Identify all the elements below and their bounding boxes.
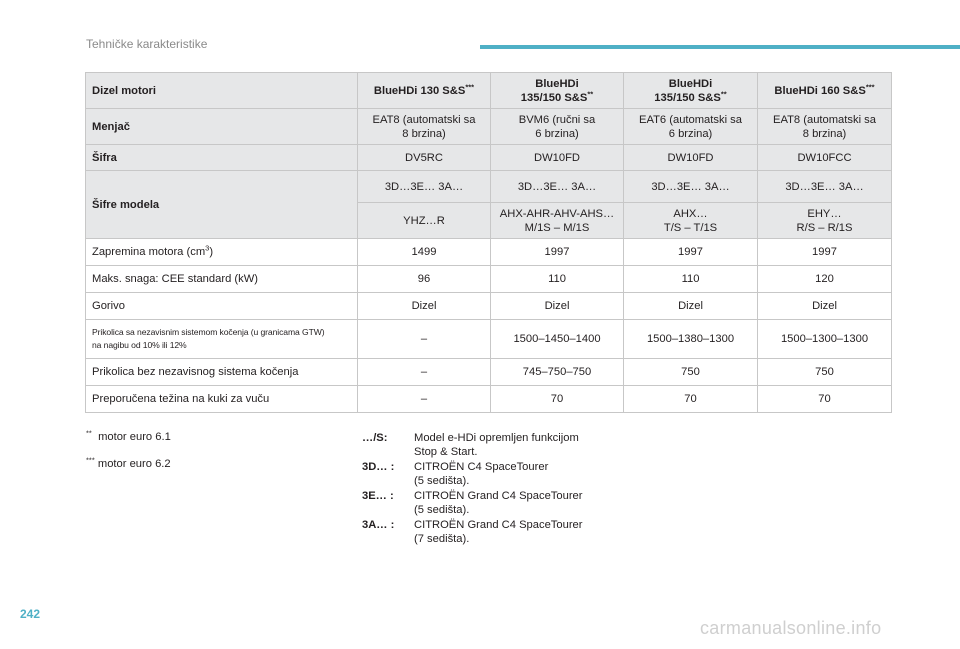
table-cell: –: [358, 320, 491, 359]
table-cell: 1997: [624, 239, 758, 266]
table-header-row: [86, 73, 892, 109]
table-cell: DV5RC: [358, 145, 491, 171]
table-row: [86, 145, 892, 171]
table-cell: 120: [758, 266, 892, 293]
row-label: Prikolica sa nezavisnim sistemom kočenja (u granicama GTW) na nagibu od 10% ili 12%: [86, 320, 358, 359]
table-cell: YHZ…R: [358, 203, 491, 239]
header-accent-bar: [480, 45, 960, 49]
table-cell: 1997: [758, 239, 892, 266]
table-cell: EAT8 (automatski sa 8 brzina): [758, 109, 892, 145]
engine-col-4: BlueHDi 160 S&S***: [758, 73, 892, 109]
page-number: 242: [20, 607, 41, 621]
row-label: Zapremina motora $(cm^3)$: [86, 239, 358, 266]
table-row: [86, 109, 892, 145]
table-row: [86, 359, 892, 386]
footnote-model: 3D… : CITROËN C4 SpaceTourer (5 sedišta).: [362, 461, 549, 487]
table-cell: EAT8 (automatski sa 8 brzina): [358, 109, 491, 145]
table-cell: 3D…3E… 3A…: [358, 171, 491, 203]
table-row: [86, 320, 892, 359]
row-label: Menjač: [86, 109, 358, 145]
table-cell: EAT6 (automatski sa 6 brzina): [624, 109, 758, 145]
footnote: *** motor euro 6.2: [86, 455, 171, 470]
specs-table: [85, 72, 892, 413]
row-label: Maks. snaga: CEE standard (kW): [86, 266, 358, 293]
table-row: [86, 239, 892, 266]
table-cell: BVM6 (ručni sa 6 brzina): [491, 109, 624, 145]
table-row: [86, 171, 892, 203]
table-cell: 1500–1300–1300: [758, 320, 892, 359]
table-cell: 3D…3E… 3A…: [758, 171, 892, 203]
table-cell: 1499: [358, 239, 491, 266]
engine-col-3: BlueHDi 135/150 S&S**: [624, 73, 758, 109]
engine-col-1: BlueHDi 130 S&S***: [358, 73, 491, 109]
table-cell: DW10FD: [491, 145, 624, 171]
table-cell: 70: [624, 386, 758, 413]
table-cell: –: [358, 359, 491, 386]
table-cell: AHX… T/S – T/1S: [624, 203, 758, 239]
watermark: carmanualsonline.info: [700, 618, 882, 638]
footnotes-models: [362, 431, 614, 547]
row-label: Prikolica bez nezavisnog sistema kočenja: [86, 359, 358, 386]
engine-col-2: BlueHDi 135/150 S&S**: [491, 73, 624, 109]
table-cell: DW10FCC: [758, 145, 892, 171]
footnote: ** motor euro 6.1: [86, 428, 171, 443]
table-cell: 1500–1380–1300: [624, 320, 758, 359]
table-cell: Dizel: [358, 293, 491, 320]
table-cell: Dizel: [491, 293, 624, 320]
table-cell: Dizel: [624, 293, 758, 320]
footnote-model: 3A… : CITROËN Grand C4 SpaceTourer (7 sedišta).: [362, 519, 583, 545]
table-cell: 1997: [491, 239, 624, 266]
table-cell: 3D…3E… 3A…: [624, 171, 758, 203]
table-cell: 745–750–750: [491, 359, 624, 386]
table-cell: Dizel: [758, 293, 892, 320]
row-label: Preporučena težina na kuki za vuču: [86, 386, 358, 413]
table-cell: –: [358, 386, 491, 413]
table-row: [86, 266, 892, 293]
table-cell: AHX-AHR-AHV-AHS… M/1S – M/1S: [491, 203, 624, 239]
footnote-model: …/S: Model e-HDi opremljen funkcijom Stop & Start.: [362, 432, 579, 458]
table-cell: 110: [491, 266, 624, 293]
table-cell: 96: [358, 266, 491, 293]
table-row: [86, 293, 892, 320]
row-label: Šifra: [86, 145, 358, 171]
table-cell: 750: [624, 359, 758, 386]
footnote-model: 3E… : CITROËN Grand C4 SpaceTourer (5 sedišta).: [362, 490, 583, 516]
table-cell: 1500–1450–1400: [491, 320, 624, 359]
table-cell: DW10FD: [624, 145, 758, 171]
table-cell: 750: [758, 359, 892, 386]
table-row: [86, 386, 892, 413]
table-cell: 70: [758, 386, 892, 413]
footnotes-engine: [86, 428, 171, 485]
table-cell: 70: [491, 386, 624, 413]
table-cell: 3D…3E… 3A…: [491, 171, 624, 203]
row-label: Šifre modela: [86, 171, 358, 239]
table-cell: EHY… R/S – R/1S: [758, 203, 892, 239]
table-cell: 110: [624, 266, 758, 293]
table-header-label: Dizel motori: [86, 73, 358, 109]
row-label: Gorivo: [86, 293, 358, 320]
section-title: Tehničke karakteristike: [86, 37, 208, 51]
